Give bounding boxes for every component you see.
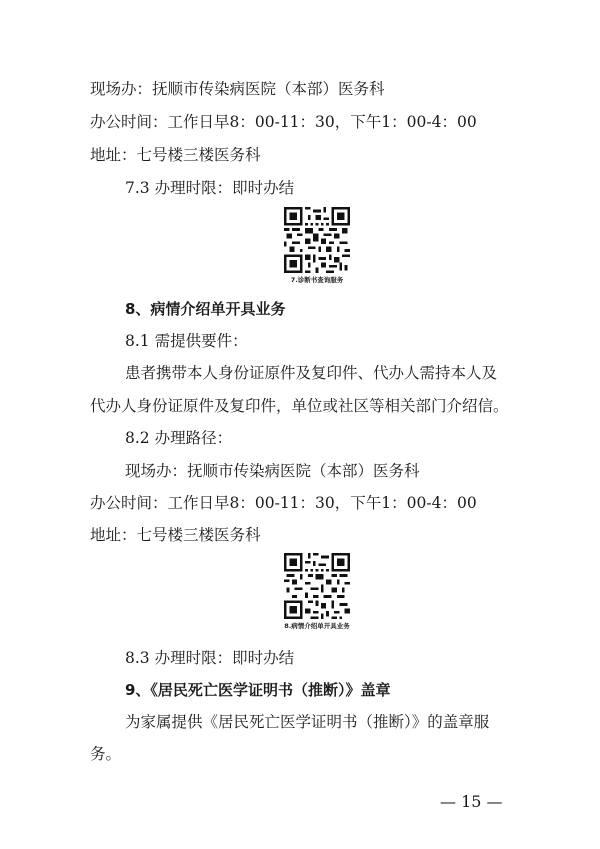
- section-8-1-required-documents: 8.1 需提供要件：: [125, 332, 248, 350]
- address-line-2: 地址：七号楼三楼医务科: [90, 526, 261, 544]
- section-8-3-time-limit: 8.3 办理时限：即时办结: [125, 649, 295, 667]
- section-8-heading: 8、病情介绍单开具业务: [125, 300, 286, 318]
- section-8-1-para-line2: 代办人身份证原件及复印件，单位或社区等相关部门介绍信。: [90, 397, 509, 415]
- office-hours-line-2: 办公时间：工作日早8：00-11：30，下午1：00-4：00: [90, 494, 477, 512]
- qr-block-condition-report: [277, 553, 357, 630]
- qr-code-icon: [284, 207, 350, 273]
- section-9-para-line2: 务。: [90, 745, 122, 763]
- qr-block-diagnosis-query: [277, 207, 357, 284]
- section-7-3-time-limit: 7.3 办理时限：即时办结: [125, 179, 295, 197]
- qr-code-icon: [284, 553, 350, 619]
- section-8-1-para-line1: 患者携带本人身份证原件及复印件、代办人需持本人及: [125, 364, 498, 382]
- onsite-office-line-2: 现场办：抚顺市传染病医院（本部）医务科: [125, 462, 420, 480]
- section-8-2-route: 8.2 办理路径：: [125, 429, 233, 447]
- qr-caption-condition-report: 8.病情介绍单开具业务: [284, 622, 350, 630]
- address-line: 地址：七号楼三楼医务科: [90, 146, 261, 164]
- onsite-office-line: 现场办：抚顺市传染病医院（本部）医务科: [90, 80, 385, 98]
- office-hours-line: 办公时间：工作日早8：00-11：30，下午1：00-4：00: [90, 113, 477, 131]
- page-number: — 15 —: [440, 792, 503, 811]
- qr-caption-diagnosis-query: 7.诊断书查询服务: [290, 276, 344, 284]
- section-9-para-line1: 为家属提供《居民死亡医学证明书（推断）》的盖章服: [125, 713, 490, 731]
- section-9-heading: 9、《居民死亡医学证明书（推断）》盖章: [125, 681, 391, 699]
